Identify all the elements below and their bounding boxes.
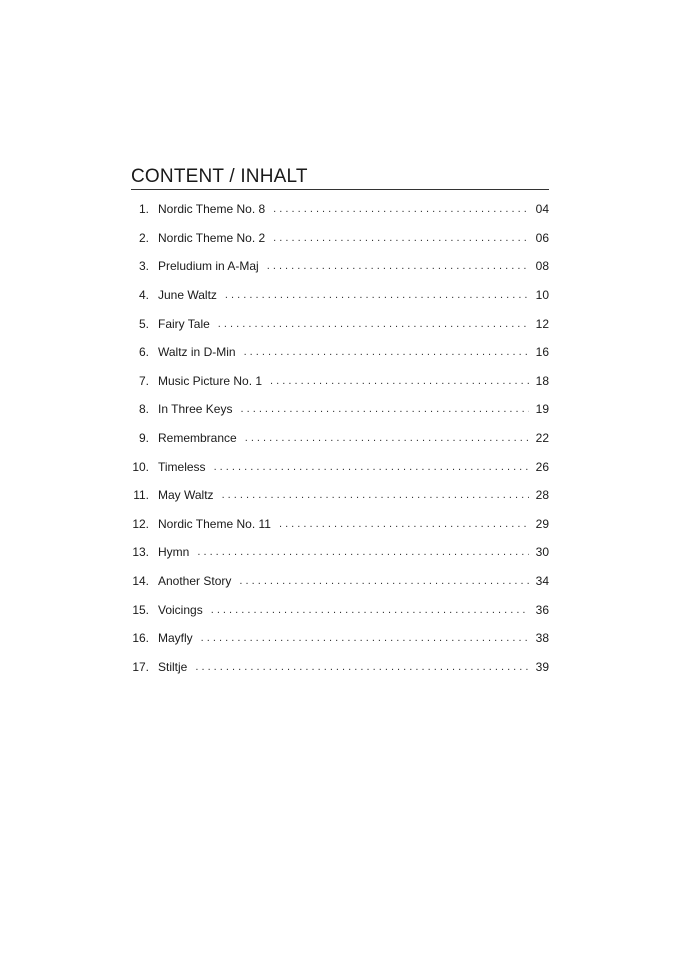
toc-entry-number: 13.	[132, 545, 149, 560]
toc-entry-title: Preludium in A-Maj	[158, 259, 259, 274]
toc-entry-title: Mayfly	[158, 631, 193, 646]
toc-entry-number: 9.	[138, 431, 149, 446]
toc-entry[interactable]	[131, 338, 549, 367]
toc-dot-leader	[244, 346, 529, 358]
toc-entry-number: 6.	[138, 345, 149, 360]
toc-entry-title: Nordic Theme No. 8	[158, 202, 266, 217]
toc-entry-title: Voicings	[158, 602, 203, 617]
toc-entry-page-number: 16	[535, 345, 549, 360]
toc-dot-leader	[195, 661, 529, 673]
toc-entry-number: 7.	[138, 373, 149, 388]
toc-entry-number: 5.	[138, 316, 149, 331]
toc-dot-leader	[211, 604, 529, 616]
toc-entry-page-number: 06	[535, 230, 549, 245]
toc-entry-title: In Three Keys	[158, 402, 233, 417]
toc-entry-number: 14.	[132, 574, 149, 589]
toc-entry-number: 3.	[138, 259, 149, 274]
toc-dot-leader	[214, 461, 529, 473]
toc-entry-number: 8.	[138, 402, 149, 417]
toc-entry-page-number: 19	[535, 402, 549, 417]
toc-dot-leader	[270, 375, 529, 387]
toc-entry[interactable]	[131, 195, 549, 224]
toc-dot-leader	[273, 203, 529, 215]
toc-entry[interactable]	[131, 367, 549, 396]
toc-entry[interactable]	[131, 595, 549, 624]
toc-entry-page-number: 36	[535, 602, 549, 617]
toc-dot-leader	[267, 260, 529, 272]
toc-entry-number: 1.	[138, 202, 149, 217]
toc-entry[interactable]	[131, 281, 549, 310]
toc-dot-leader	[245, 432, 529, 444]
toc-entry[interactable]	[131, 395, 549, 424]
toc-dot-leader	[279, 518, 529, 530]
toc-entry-title: Waltz in D-Min	[158, 345, 236, 360]
toc-entry[interactable]	[131, 252, 549, 281]
toc-entry-page-number: 38	[535, 631, 549, 646]
toc-entry-number: 2.	[138, 230, 149, 245]
toc-entry-page-number: 04	[535, 202, 549, 217]
toc-entry[interactable]	[131, 510, 549, 539]
toc-list	[131, 195, 549, 681]
toc-entry-number: 4.	[138, 288, 149, 303]
toc-dot-leader	[225, 289, 529, 301]
toc-entry-title: June Waltz	[158, 288, 217, 303]
toc-entry-number: 15.	[132, 602, 149, 617]
toc-entry-title: Nordic Theme No. 2	[158, 230, 266, 245]
toc-entry-title: Fairy Tale	[158, 316, 210, 331]
toc-dot-leader	[222, 489, 529, 501]
toc-entry-page-number: 29	[535, 516, 549, 531]
toc-dot-leader	[218, 318, 529, 330]
toc-entry[interactable]	[131, 538, 549, 567]
toc-entry-page-number: 22	[535, 431, 549, 446]
toc-entry-number: 12.	[132, 516, 149, 531]
toc-entry-page-number: 10	[535, 288, 549, 303]
page-title: CONTENT / INHALT	[131, 166, 549, 190]
toc-dot-leader	[197, 546, 529, 558]
toc-entry-page-number: 34	[535, 574, 549, 589]
toc-entry-number: 11.	[133, 488, 149, 503]
toc-entry-title: Hymn	[158, 545, 190, 560]
toc-dot-leader	[239, 575, 529, 587]
toc-entry[interactable]	[131, 653, 549, 682]
toc-entry-title: Music Picture No. 1	[158, 373, 263, 388]
toc-dot-leader	[240, 403, 529, 415]
toc-entry-page-number: 28	[535, 488, 549, 503]
toc-entry-title: Remembrance	[158, 431, 237, 446]
toc-entry-title: Another Story	[158, 574, 232, 589]
table-of-contents	[131, 166, 549, 676]
toc-dot-leader	[273, 232, 529, 244]
toc-entry-title: Nordic Theme No. 11	[158, 516, 271, 531]
toc-entry-page-number: 12	[535, 316, 549, 331]
toc-entry-page-number: 26	[535, 459, 549, 474]
toc-dot-leader	[201, 632, 529, 644]
toc-entry-page-number: 30	[535, 545, 549, 560]
toc-entry[interactable]	[131, 481, 549, 510]
toc-entry-page-number: 18	[535, 373, 549, 388]
toc-entry-title: May Waltz	[158, 488, 214, 503]
toc-entry-number: 17.	[132, 659, 149, 674]
toc-entry-title: Timeless	[158, 459, 206, 474]
toc-entry-number: 16.	[132, 631, 149, 646]
toc-entry-page-number: 39	[535, 659, 549, 674]
toc-entry[interactable]	[131, 309, 549, 338]
toc-entry[interactable]	[131, 452, 549, 481]
toc-entry-page-number: 08	[535, 259, 549, 274]
toc-entry[interactable]	[131, 624, 549, 653]
toc-entry[interactable]	[131, 567, 549, 596]
toc-entry-number: 10.	[132, 459, 149, 474]
toc-entry[interactable]	[131, 224, 549, 253]
toc-entry-title: Stiltje	[158, 659, 188, 674]
toc-entry[interactable]	[131, 424, 549, 453]
